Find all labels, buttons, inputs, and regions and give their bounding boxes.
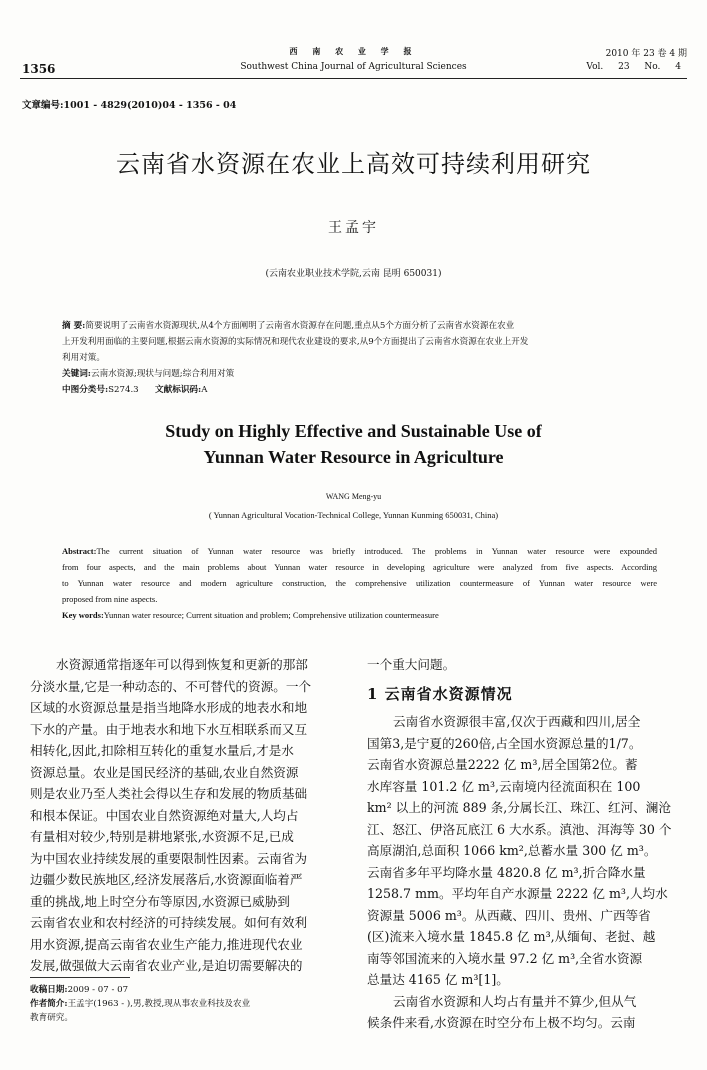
body-line: 一个重大问题。 (367, 657, 456, 672)
body-line: 区域的水资源总量是指当地降水形成的地表水和地 (30, 700, 308, 715)
body-line: 云南省水资源很丰富,仅次于西藏和四川,居全 (393, 714, 641, 729)
body-line: 重的挑战,地上时空分布等原因,水资源已威胁到 (30, 893, 290, 909)
body-line: 水库容量 101.2 亿 m³,云南境内径流面积在 100 (367, 778, 641, 794)
body-line: 南等邻国流来的入境水量 97.2 亿 m³,全省水资源 (367, 950, 643, 966)
title-en (0, 418, 707, 470)
body-line: 资源量 5006 m³。从西藏、四川、贵州、广西等省 (367, 907, 651, 923)
footnote (30, 983, 340, 1025)
body-line: 候条件来看,水资源在时空分布上极不均匀。云南 (367, 1015, 636, 1030)
body-line: 国第3,是宁夏的260倍,占全国水资源总量的1/7。 (367, 735, 642, 751)
title-cn: 云南省水资源在农业上高效可持续利用研究 (116, 150, 591, 178)
body-line: 云南省多年平均降水量 4820.8 亿 m³,折合降水量 (367, 864, 646, 880)
keywords-en: Yunnan water resource; Current situation and problem; Comprehensive utilization countermeasure (103, 610, 439, 620)
affiliation-cn: (云南农业职业技术学院,云南 昆明 650031) (265, 269, 442, 279)
header-rule (20, 78, 687, 79)
doc-code-label: 文献标识码: (155, 385, 202, 395)
keywords-cn-label: 关键词: (62, 369, 91, 379)
body-line: 资源总量。农业是国民经济的基础,农业自然资源 (30, 764, 299, 780)
author-info-label: 作者简介: (30, 999, 68, 1009)
body-line: 水资源通常指逐年可以得到恢复和更新的那部 (56, 657, 308, 672)
title-en-line: Study on Highly Effective and Sustainable Use of (165, 421, 542, 441)
body-line: 相转化,因此,扣除相互转化的重复水量后,才是水 (30, 743, 294, 758)
title-en-line: Yunnan Water Resource in Agriculture (203, 447, 504, 467)
abstract-cn-line: 利用对策。 (62, 353, 105, 363)
clc-number: S274.3 (108, 385, 139, 395)
volume-en: Vol. 23 No. 4 (586, 62, 681, 72)
doc-code: A (201, 385, 208, 395)
abstract-en (62, 543, 657, 623)
abstract-en-line: proposed from nine aspects. (62, 594, 158, 604)
body-line: 和根本保证。中国农业自然资源绝对量大,人均占 (30, 807, 299, 823)
body-line: 边疆少数民族地区,经济发展落后,水资源面临着严 (30, 872, 303, 887)
body-line: 云南省水资源和人均占有量并不算少,但从气 (393, 993, 637, 1009)
affiliation-en: ( Yunnan Agricultural Vocation-Technical College, Yunnan Kunming 650031, China) (208, 510, 499, 520)
body-line: 有量相对较少,特别是耕地紧张,水资源不足,已成 (30, 829, 294, 844)
author-info: 教育研究。 (30, 1013, 73, 1023)
article-number: 文章编号:1001 - 4829(2010)04 - 1356 - 04 (22, 100, 237, 111)
body-line: 则是农业乃至人类社会得以生存和发展的物质基础 (30, 786, 308, 801)
abstract-cn-label: 摘 要: (62, 321, 86, 331)
body-line: 云南省农业和农村经济的可持续发展。如何有效利 (30, 915, 308, 930)
body-line: 总量达 4165 亿 m³[1]。 (367, 972, 509, 987)
body-line: 分淡水量,它是一种动态的、不可替代的资源。一个 (30, 678, 312, 694)
body-line: 1258.7 mm。平均年自产水源量 2222 亿 m³,人均水 (367, 886, 668, 901)
abstract-cn (62, 318, 654, 398)
body-line: 用水资源,提高云南省农业生产能力,推进现代农业 (30, 936, 303, 952)
received-date: 2009 - 07 - 07 (67, 985, 129, 995)
body-line: 高原湖泊,总面积 1066 km²,总蓄水量 300 亿 m³。 (367, 843, 657, 858)
abstract-cn-line: 简要说明了云南省水资源现状,从4个方面阐明了云南省水资源存在问题,重点从5个方面分析了云南省水资源在农业 (85, 321, 515, 331)
body-line: 发展,做强做大云南省农业产业,是迫切需要解决的 (30, 958, 303, 973)
journal-name-cn: 西 南 农 业 学 报 (289, 46, 418, 56)
received-label: 收稿日期: (30, 985, 68, 995)
footnote-rule (30, 977, 130, 978)
body-line: (区)流来入境水量 1845.8 亿 m³,从缅甸、老挝、越 (367, 929, 656, 944)
body-line: 下水的产量。由于地表水和地下水互相联系而又互 (30, 721, 308, 737)
journal-name-en: Southwest China Journal of Agricultural Sciences (240, 62, 467, 72)
keywords-en-label: Key words: (62, 610, 104, 620)
abstract-en-label: Abstract: (62, 546, 97, 556)
abstract-en-line: to Yunnan water resource and modern agriculture construction, the comprehensive utilization countermeasure of Yunnan water resource were (62, 578, 657, 588)
clc-label: 中图分类号: (62, 385, 109, 395)
keywords-cn: 云南水资源;现状与问题;综合利用对策 (90, 369, 235, 379)
section-heading: 1 云南省水资源情况 (367, 684, 513, 703)
body-line: 江、怒江、伊洛瓦底江 6 大水系。滇池、洱海等 30 个 (367, 821, 672, 837)
author-cn: 王孟宇 (328, 220, 379, 236)
body-line: 为中国农业持续发展的重要限制性因素。云南省为 (30, 850, 308, 866)
volume-cn: 2010 年 23 卷 4 期 (605, 49, 687, 59)
body-line: km² 以上的河流 889 条,分属长江、珠江、红河、澜沧 (367, 800, 671, 815)
abstract-en-line: from four aspects, and the main problems about Yunnan water resource in developing agriculture were analyzed from five aspects. According (62, 562, 657, 572)
body-left-column (30, 654, 334, 977)
author-en: WANG Meng-yu (325, 492, 382, 501)
abstract-en-line: The current situation of Yunnan water resource was briefly introduced. The problems in Yunnan water resource were expounded (96, 546, 657, 556)
abstract-cn-line: 上开发利用面临的主要问题,根据云南水资源的实际情况和现代农业建设的要求,从9个方面提出了云南省水资源在农业上开发 (62, 337, 529, 347)
author-info: 王孟宇(1963 - ),男,教授,现从事农业科技及农业 (67, 999, 251, 1009)
body-right-column (367, 654, 672, 1034)
page-number: 1356 (22, 62, 56, 76)
body-line: 云南省水资源总量2222 亿 m³,居全国第2位。蓄 (367, 757, 638, 772)
